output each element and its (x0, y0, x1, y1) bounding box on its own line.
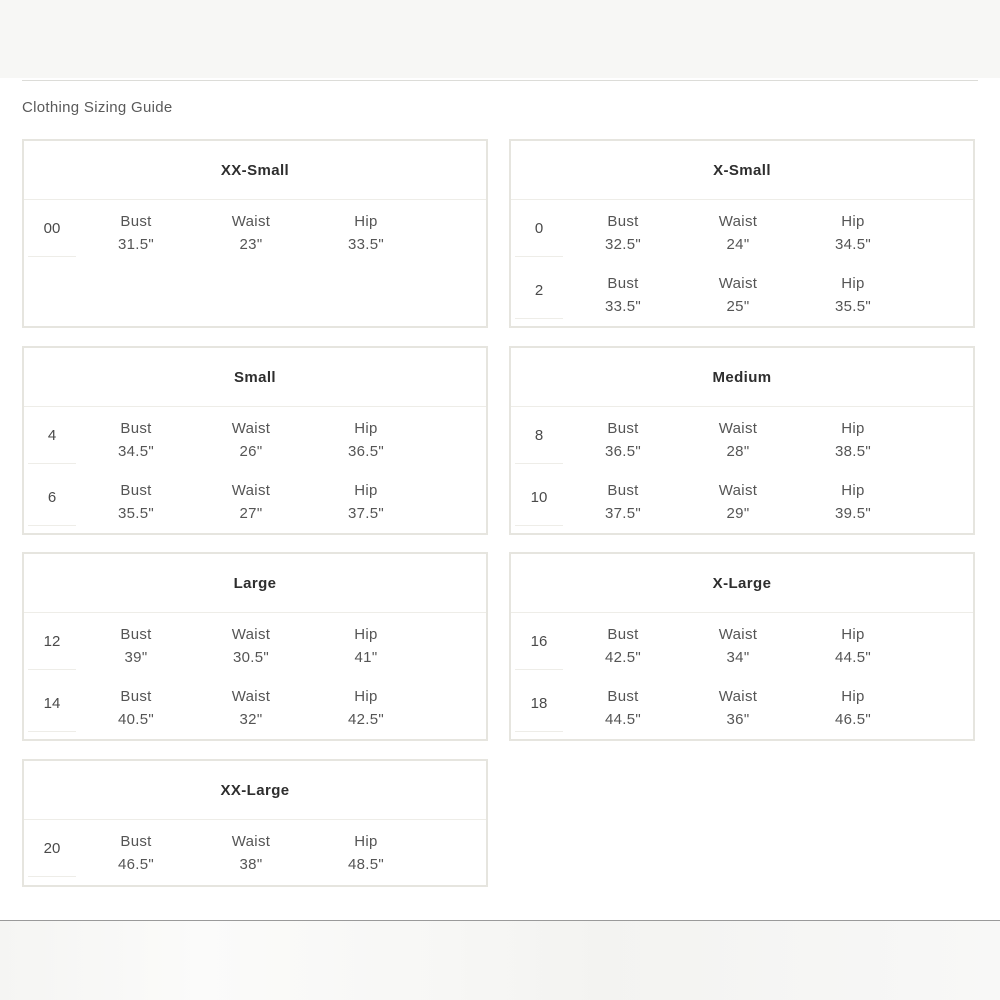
waist-measurement (211, 417, 291, 463)
size-card-title: Small (24, 348, 486, 407)
bust-label: Bust (607, 420, 639, 437)
waist-measurement (698, 272, 778, 318)
size-row (511, 407, 973, 469)
hip-label: Hip (354, 482, 378, 499)
waist-label: Waist (231, 833, 271, 850)
hip-measurement (813, 685, 893, 731)
waist-value: 24" (726, 236, 750, 253)
waist-value: 30.5" (232, 649, 270, 666)
bust-measurement (96, 623, 176, 669)
size-card-title: Large (24, 554, 486, 613)
hip-label: Hip (841, 626, 865, 643)
hip-measurement (326, 830, 406, 876)
bust-label: Bust (120, 688, 152, 705)
waist-value: 29" (726, 505, 750, 522)
bust-label: Bust (607, 688, 639, 705)
waist-measurement (211, 830, 291, 876)
size-number: 18 (515, 675, 563, 732)
hip-value: 44.5" (834, 649, 872, 666)
size-row (24, 200, 486, 262)
bust-value: 39" (124, 649, 148, 666)
size-card-xx-large (22, 759, 488, 887)
waist-label: Waist (718, 275, 758, 292)
bust-value: 31.5" (117, 236, 155, 253)
top-banner-area (0, 0, 1000, 78)
bust-measurement (96, 417, 176, 463)
hip-label: Hip (354, 626, 378, 643)
bust-measurement (583, 685, 663, 731)
hip-measurement (326, 479, 406, 525)
bust-label: Bust (120, 420, 152, 437)
hip-label: Hip (841, 275, 865, 292)
waist-value: 38" (239, 856, 263, 873)
bust-value: 37.5" (604, 505, 642, 522)
hip-measurement (326, 623, 406, 669)
waist-value: 34" (726, 649, 750, 666)
hip-label: Hip (354, 420, 378, 437)
waist-measurement (211, 623, 291, 669)
waist-value: 32" (239, 711, 263, 728)
bust-label: Bust (120, 626, 152, 643)
hip-value: 39.5" (834, 505, 872, 522)
hip-measurement (813, 272, 893, 318)
bust-measurement (583, 479, 663, 525)
hip-label: Hip (354, 688, 378, 705)
hip-value: 38.5" (834, 443, 872, 460)
hip-label: Hip (354, 213, 378, 230)
size-row (511, 675, 973, 737)
bust-label: Bust (607, 213, 639, 230)
size-row (511, 262, 973, 324)
size-number: 14 (28, 675, 76, 732)
size-number: 0 (515, 200, 563, 257)
bust-value: 33.5" (604, 298, 642, 315)
waist-value: 28" (726, 443, 750, 460)
bust-value: 35.5" (117, 505, 155, 522)
bust-measurement (96, 830, 176, 876)
hip-label: Hip (841, 420, 865, 437)
size-card-title: X-Large (511, 554, 973, 613)
size-row (24, 469, 486, 531)
size-row (24, 407, 486, 469)
size-card-x-small (509, 139, 975, 328)
size-card-small (22, 346, 488, 535)
bust-value: 46.5" (117, 856, 155, 873)
hip-value: 36.5" (347, 443, 385, 460)
hip-value: 33.5" (347, 236, 385, 253)
size-number: 2 (515, 262, 563, 319)
size-number: 12 (28, 613, 76, 670)
size-row (24, 613, 486, 675)
hip-measurement (813, 623, 893, 669)
size-card-title: XX-Large (24, 761, 486, 820)
size-row (511, 469, 973, 531)
waist-label: Waist (718, 688, 758, 705)
waist-value: 23" (239, 236, 263, 253)
waist-measurement (211, 685, 291, 731)
waist-label: Waist (231, 420, 271, 437)
hip-measurement (813, 479, 893, 525)
size-card-medium (509, 346, 975, 535)
size-number: 20 (28, 820, 76, 877)
bust-measurement (583, 417, 663, 463)
bust-label: Bust (120, 833, 152, 850)
waist-measurement (698, 210, 778, 256)
waist-measurement (698, 623, 778, 669)
top-divider (22, 80, 978, 81)
bust-measurement (583, 210, 663, 256)
hip-value: 41" (354, 649, 378, 666)
bust-measurement (96, 479, 176, 525)
hip-measurement (813, 210, 893, 256)
bust-value: 34.5" (117, 443, 155, 460)
waist-label: Waist (231, 213, 271, 230)
bust-label: Bust (120, 213, 152, 230)
waist-label: Waist (718, 420, 758, 437)
waist-label: Waist (231, 626, 271, 643)
bust-value: 40.5" (117, 711, 155, 728)
waist-label: Waist (718, 626, 758, 643)
bust-value: 32.5" (604, 236, 642, 253)
size-number: 16 (515, 613, 563, 670)
bust-measurement (96, 685, 176, 731)
waist-label: Waist (231, 482, 271, 499)
waist-measurement (698, 685, 778, 731)
bust-value: 42.5" (604, 649, 642, 666)
size-card-title: X-Small (511, 141, 973, 200)
bust-label: Bust (120, 482, 152, 499)
hip-value: 37.5" (347, 505, 385, 522)
size-number: 8 (515, 407, 563, 464)
size-number: 4 (28, 407, 76, 464)
hip-label: Hip (841, 482, 865, 499)
bottom-banner-area (0, 921, 1000, 1000)
waist-label: Waist (718, 213, 758, 230)
size-number: 6 (28, 469, 76, 526)
hip-measurement (326, 685, 406, 731)
hip-measurement (813, 417, 893, 463)
size-number: 00 (28, 200, 76, 257)
size-row (24, 820, 486, 882)
hip-label: Hip (841, 688, 865, 705)
page-title: Clothing Sizing Guide (22, 99, 173, 116)
waist-value: 26" (239, 443, 263, 460)
bust-label: Bust (607, 275, 639, 292)
bust-measurement (583, 272, 663, 318)
bust-measurement (583, 623, 663, 669)
waist-measurement (698, 479, 778, 525)
size-row (511, 613, 973, 675)
waist-label: Waist (718, 482, 758, 499)
waist-label: Waist (231, 688, 271, 705)
size-card-large (22, 552, 488, 741)
size-card-title: Medium (511, 348, 973, 407)
bust-measurement (96, 210, 176, 256)
waist-value: 25" (726, 298, 750, 315)
hip-value: 35.5" (834, 298, 872, 315)
bust-label: Bust (607, 626, 639, 643)
hip-label: Hip (841, 213, 865, 230)
size-card-xx-small (22, 139, 488, 328)
hip-label: Hip (354, 833, 378, 850)
size-row (511, 200, 973, 262)
waist-value: 27" (239, 505, 263, 522)
size-row (24, 675, 486, 737)
bust-value: 36.5" (604, 443, 642, 460)
waist-value: 36" (726, 711, 750, 728)
bust-value: 44.5" (604, 711, 642, 728)
hip-value: 48.5" (347, 856, 385, 873)
size-number: 10 (515, 469, 563, 526)
hip-value: 46.5" (834, 711, 872, 728)
hip-value: 42.5" (347, 711, 385, 728)
hip-measurement (326, 417, 406, 463)
waist-measurement (211, 210, 291, 256)
bust-label: Bust (607, 482, 639, 499)
size-card-x-large (509, 552, 975, 741)
waist-measurement (211, 479, 291, 525)
size-card-title: XX-Small (24, 141, 486, 200)
hip-measurement (326, 210, 406, 256)
hip-value: 34.5" (834, 236, 872, 253)
waist-measurement (698, 417, 778, 463)
